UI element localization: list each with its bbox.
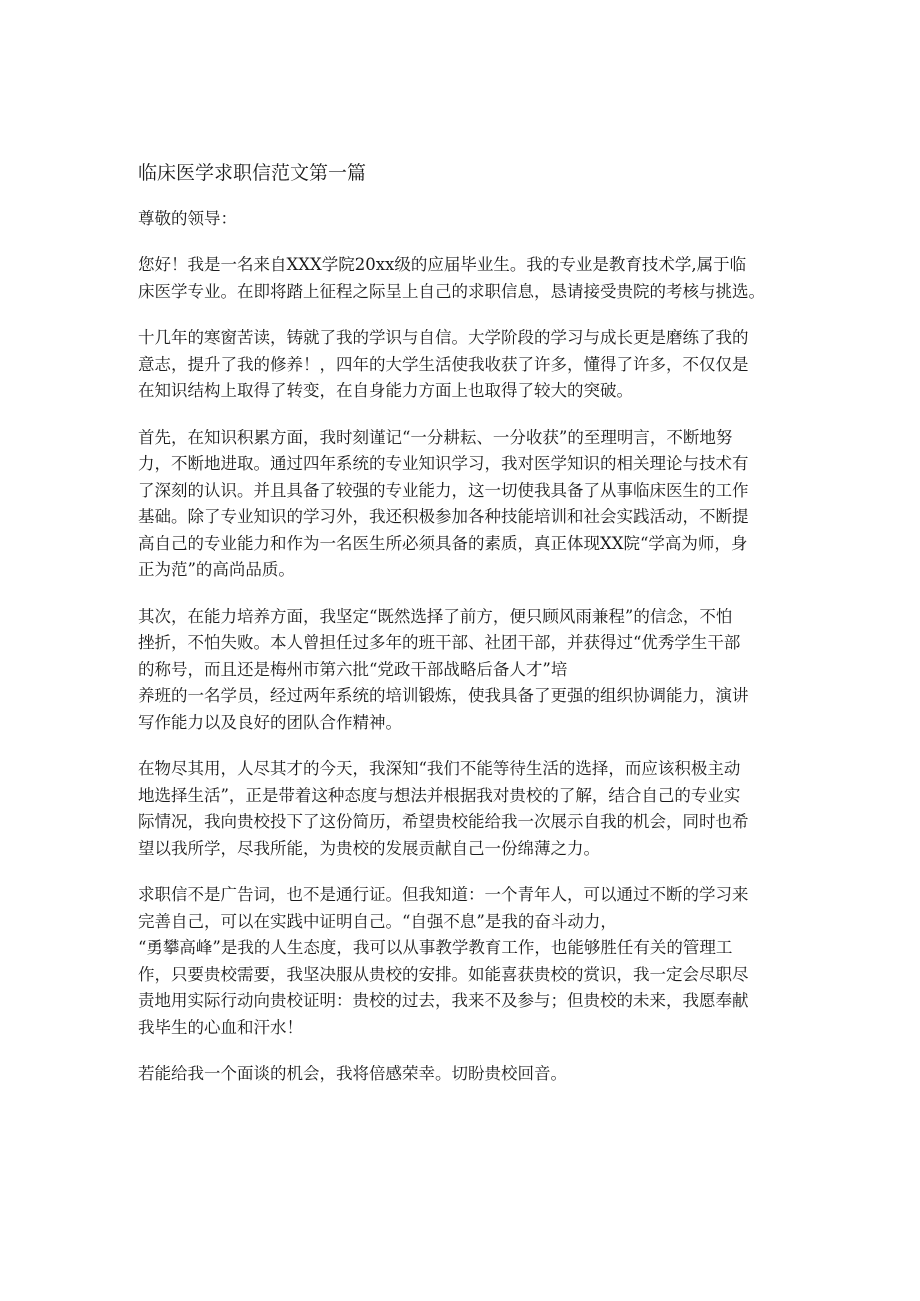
paragraph-line: 地选择生活”，正是带着这种态度与想法并根据我对贵校的了解，结合自己的专业实 (138, 785, 741, 805)
paragraph (138, 1061, 788, 1088)
paragraph-line: 养班的一名学员，经过两年系统的培训锻炼，使我具备了更强的组织协调能力，演讲 (138, 686, 749, 705)
paragraph (138, 882, 788, 1041)
paragraph-line: “勇攀高峰”是我的人生态度，我可以从事教学教育工作，也能够胜任有关的管理工 (138, 938, 733, 957)
paragraph-line: 际情况，我向贵校投下了这份简历，希望贵校能给我一次展示自我的机会，同时也希 (138, 812, 749, 831)
document-title: 临床医学求职信范文第一篇 (138, 162, 367, 184)
paragraph-line: 完善自己，可以在实践中证明自己。“自强不息”是我的奋斗动力， (138, 911, 617, 931)
paragraph-line: 其次，在能力培养方面，我坚定“既然选择了前方，便只顾风雨兼程”的信念，不怕 (138, 606, 733, 626)
paragraph-line: 在物尽其用，人尽其才的今天，我深知“我们不能等待生活的选择，而应该积极主动 (138, 759, 741, 778)
paragraph-line: 十几年的寒窗苦读，铸就了我的学识与自信。大学阶段的学习与成长更是磨练了我的 (138, 328, 749, 347)
paragraph-line: 在知识结构上取得了转变，在自身能力方面上也取得了较大的突破。 (138, 381, 633, 400)
paragraph-line: 了深刻的认识。并且具备了较强的专业能力，这一切使我具备了从事临床医生的工作 (138, 480, 749, 500)
paragraph-line: 力，不断地进取。通过四年系统的专业知识学习，我对医学知识的相关理论与技术有 (138, 454, 749, 473)
paragraph-line: 您好！我是一名来自XXX学院20xx级的应届毕业生。我的专业是教育技术学,属于临 (138, 255, 747, 274)
paragraph-line: 作，只要贵校需要，我坚决服从贵校的安排。如能喜获贵校的赏识，我一定会尽职尽 (138, 964, 749, 984)
paragraph-line: 责地用实际行动向贵校证明：贵校的过去，我来不及参与；但贵校的未来，我愿奉献 (138, 991, 749, 1010)
paragraph-line: 床医学专业。在即将踏上征程之际呈上自己的求职信息，恳请接受贵院的考核与挑选。 (138, 281, 765, 301)
paragraph-line: 望以我所学，尽我所能，为贵校的发展贡献自己一份绵薄之力。 (138, 838, 600, 858)
paragraph (138, 425, 788, 584)
paragraph (138, 325, 788, 405)
paragraph-line: 挫折，不怕失败。本人曾担任过多年的班干部、社团干部，并获得过“优秀学生干部 (138, 633, 741, 652)
paragraph-line: 求职信不是广告词，也不是通行证。但我知道：一个青年人，可以通过不断的学习来 (138, 885, 749, 904)
paragraph-line: 基础。除了专业知识的学习外，我还积极参加各种技能培训和社会实践活动，不断提 (138, 507, 749, 526)
letter-body (138, 252, 788, 1088)
paragraph (138, 756, 788, 862)
paragraph (138, 604, 788, 737)
paragraph-line: 首先，在知识积累方面，我时刻谨记“一分耕耘、一分收获”的至理明言，不断地努 (138, 427, 733, 447)
paragraph-line: 我毕生的心血和汗水！ (138, 1017, 303, 1037)
document-page (138, 160, 788, 1108)
salutation: 尊敬的领导： (138, 209, 237, 228)
paragraph-line: 正为范”的高尚品质。 (138, 560, 295, 579)
paragraph-line: 的称号，而且还是梅州市第六批“党政干部战略后备人才”培 (138, 659, 568, 679)
paragraph-line: 若能给我一个面谈的机会，我将倍感荣幸。切盼贵校回音。 (138, 1064, 567, 1083)
paragraph-line: 意志，提升了我的修养！，四年的大学生活使我收获了许多，懂得了许多，不仅仅是 (138, 354, 749, 374)
paragraph-line: 写作能力以及良好的团队合作精神。 (138, 712, 402, 732)
paragraph (138, 252, 788, 305)
paragraph-line: 高自己的专业能力和作为一名医生所必须具备的素质，真正体现XX院“学高为师，身 (138, 533, 748, 553)
